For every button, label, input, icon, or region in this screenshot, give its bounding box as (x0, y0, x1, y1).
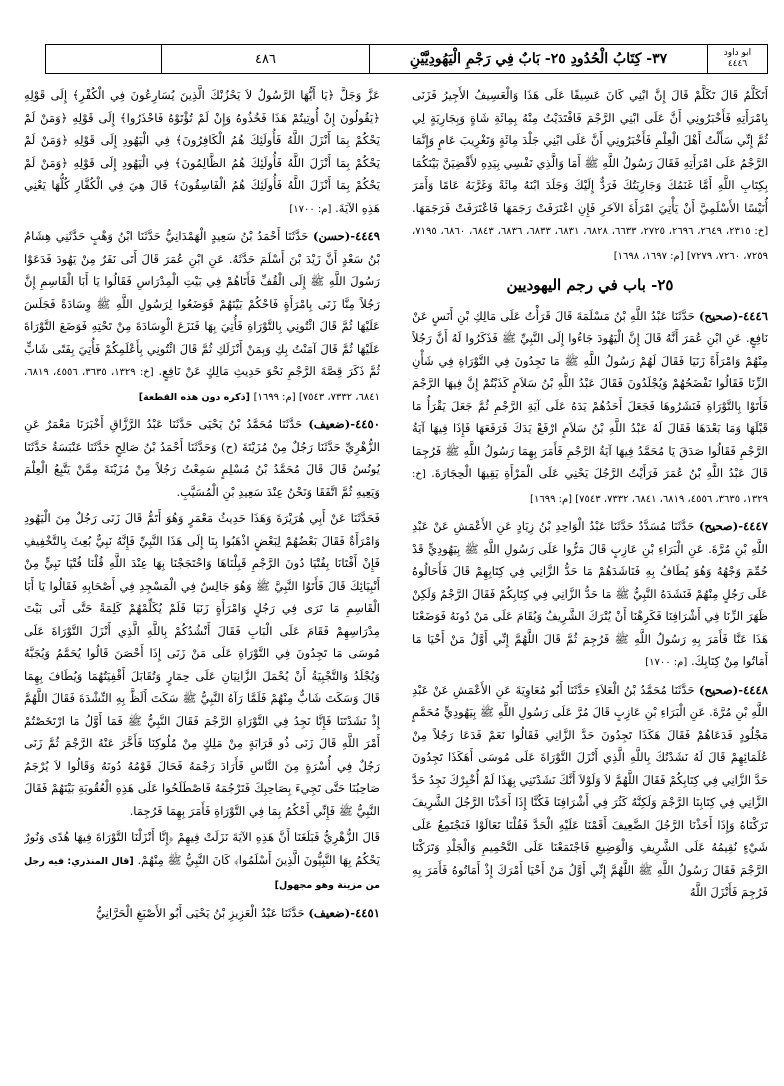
paragraph (412, 84, 768, 268)
book-label (707, 45, 767, 73)
reference: [م: ١٧٠٠] (645, 657, 688, 668)
hadith-number: ٤٤٤٨-(صحيح) (698, 682, 768, 697)
left-column (24, 84, 380, 1074)
paragraph (24, 507, 380, 822)
right-column (412, 84, 768, 1074)
hadith-number: ٤٤٤٩-(حسن) (312, 229, 380, 243)
hadith-4449 (24, 225, 380, 409)
hadith-4450 (24, 413, 380, 503)
hadith-text: حَدَّثَنَا أَحْمَدُ بْنُ سَعِيدٍ الْهَمْدَانِيُّ حَدَّثَنَا ابْنُ وَهْبٍ حَدَّثَنِي هِشَامُ بْنُ سَعْدٍ أَنَّ زَيْدَ بْنَ أَسْلَمَ حَدَّثَهُ. عَنِ ابْنِ عُمَرَ قَالَ أَتَى نَفَرٌ مِنْ يَهُودَ فَدَعَوْا رَسُولَ اللَّهِ ﷺ إِلَى الْقُفِّ فَأَتَاهُمْ فِي بَيْتِ الْمِدْرَاسِ فَقَالُوا يَا أَبَا الْقَاسِمِ إِنَّ رَجُلاً مِنَّا زَنَى بِامْرَأَةٍ فَاحْكُمْ بَيْنَهُمْ فَوَضَعُوا لِرَسُولِ اللَّهِ ﷺ وِسَادَةً فَجَلَسَ عَلَيْهَا ثُمَّ قَالَ ائْتُونِي بِالتَّوْرَاةِ فَأُتِيَ بِهَا فَنَزَعَ الْوِسَادَةَ مِنْ تَحْتِهِ فَوَضَعَ التَّوْرَاةَ عَلَيْهَا ثُمَّ قَالَ آمَنْتُ بِكِ وَبِمَنْ أَنْزَلَكِ ثُمَّ قَالَ ائْتُونِي بِأَعْلَمِكُمْ فَأُتِيَ بِفَتًى شَابٍّ ثُمَّ ذَكَرَ قِصَّةَ الرَّجْمِ نَحْوَ حَدِيثِ مَالِكٍ عَنْ نَافِعٍ. (24, 229, 380, 378)
reference: [خ: ٢٣١٥، ٢٦٤٩، ٢٦٩٦، ٢٧٢٥، ٦٦٣٣، ٦٨٢٨، ٦٨٣١، ٦٨٣٣، ٦٨٣٦، ٦٨٤٣، ٦٨٦٠، ٧١٩٥، ٧٢٥٩، ٧٢٦٠، ٧٢٧٩] [م: ١٦٩٧، ١٦٩٨] (412, 226, 768, 262)
book-hadith-number: ٤٤٤٦ (727, 59, 748, 69)
hadith-text: أَتَكَلَّمُ قَالَ تَكَلَّمْ قَالَ إِنَّ ابْنِي كَانَ عَسِيفًا عَلَى هَذَا وَالْعَسِيفُ الأَجِيرُ فَزَنَى بِامْرَأَتِهِ فَأَخْبَرُونِي أَنَّ عَلَى ابْنِي الرَّجْمَ فَافْتَدَيْتُ مِنْهُ بِمِائَةِ شَاةٍ وَبِجَارِيَةٍ لِي ثُمَّ إِنِّي سَأَلْتُ أَهْلَ الْعِلْمِ فَأَخْبَرُونِي أَنَّ عَلَى ابْنِي جَلْدَ مِائَةٍ وَتَغْرِيبَ عَامٍ وَإِنَّمَا الرَّجْمُ عَلَى امْرَأَتِهِ فَقَالَ رَسُولُ اللَّهِ ﷺ أَمَا وَالَّذِي نَفْسِي بِيَدِهِ لأَقْضِيَنَّ بَيْنَكُمَا بِكِتَابِ اللَّهِ أَمَّا غَنَمُكَ وَجَارِيَتُكَ فَرَدٌّ إِلَيْكَ وَجَلَدَ ابْنَهُ مِائَةً وَغَرَّبَهُ عَامًا وَأَمَرَ أُنَيْسًا الأَسْلَمِيَّ أَنْ يَأْتِيَ امْرَأَةَ الآخَرِ فَإِنِ اعْتَرَفَتْ رَجَمَهَا فَاعْتَرَفَتْ فَرَجَمَهَا. (412, 88, 768, 215)
hadith-number: ٤٤٤٧-(صحيح) (698, 519, 768, 533)
hadith-number: ٤٤٥٠-(ضعيف) (308, 417, 380, 431)
reference: [م: ١٧٠٠] (289, 203, 332, 215)
hadith-text: عَزَّ وَجَلَّ ﴿يَا أَيُّهَا الرَّسُولُ لاَ يَحْزُنْكَ الَّذِينَ يُسَارِعُونَ فِي الْكُفْرِ﴾ إِلَى قَوْلِهِ ﴿يَقُولُونَ إِنْ أُوتِيتُمْ هَذَا فَخُذُوهُ وَإِنْ لَمْ تُؤْتَوْهُ فَاحْذَرُوا﴾ إِلَى قَوْلِهِ ﴿وَمَنْ لَمْ يَحْكُمْ بِمَا أَنْزَلَ اللَّهُ فَأُولَئِكَ هُمُ الْكَافِرُونَ﴾ فِي الْيَهُودِ إِلَى قَوْلِهِ ﴿وَمَنْ لَمْ يَحْكُمْ بِمَا أَنْزَلَ اللَّهُ فَأُولَئِكَ هُمُ الظَّالِمُونَ﴾ فِي الْيَهُودِ إِلَى قَوْلِهِ ﴿وَمَنْ لَمْ يَحْكُمْ بِمَا أَنْزَلَ اللَّهُ فَأُولَئِكَ هُمُ الْفَاسِقُونَ﴾ قَالَ هِيَ فِي الْكُفَّارِ كُلُّهَا يَعْنِي هَذِهِ الآيَةَ. (24, 88, 380, 215)
hadith-4447 (412, 515, 768, 675)
hadith-number: ٤٤٥١-(ضعيف) (308, 905, 380, 920)
footnote: [قال المنذري: فيه رجل من مزينة وهو مجهول] (24, 855, 380, 891)
paragraph (24, 826, 380, 898)
page-number: ٤٨٦ (161, 45, 369, 73)
hadith-4451 (24, 902, 380, 925)
reference: [خ: ١٣٢٩، ٣٦٣٥، ٤٥٥٦، ٦٨١٩، ٦٨٤١، ٧٣٣٢، ٧٥٤٣] [م: ١٦٩٩] (412, 469, 768, 505)
footnote: [ذكره دون هذه القطعة] (138, 391, 250, 403)
hadith-text: حَدَّثَنَا عَبْدُ الْعَزِيزِ بْنُ يَحْيَى أَبُو الأَصْبَغِ الْحَرَّانِيُّ (96, 905, 305, 920)
hadith-text: حَدَّثَنَا مُسَدَّدٌ حَدَّثَنَا عَبْدُ الْوَاحِدِ بْنُ زِيَادٍ عَنِ الأَعْمَشِ عَنْ عَبْدِ اللَّهِ بْنِ مُرَّةَ. عَنِ الْبَرَاءِ بْنِ عَازِبٍ قَالَ مَرُّوا عَلَى رَسُولِ اللَّهِ ﷺ بِيَهُودِيٍّ قَدْ حُمِّمَ وَجْهُهُ وَهُوَ يُطَافُ بِهِ فَنَاشَدَهُمْ مَا حَدُّ الزَّانِي فِي كِتَابِهِمْ قَالَ فَأَحَالُوهُ عَلَى رَجُلٍ مِنْهُمْ فَنَشَدَهُ النَّبِيُّ ﷺ مَا حَدُّ الزَّانِي فِي كِتَابِكُمْ فَقَالَ الرَّجْمُ وَلَكِنْ ظَهَرَ الزِّنَا فِي أَشْرَافِنَا فَكَرِهْنَا أَنْ يُتْرَكَ الشَّرِيفُ وَيُقَامَ عَلَى مَنْ دُونَهُ فَوَضَعْنَا هَذَا عَنَّا فَأَمَرَ بِهِ رَسُولُ اللَّهِ ﷺ فَرُجِمَ ثُمَّ قَالَ اللَّهُمَّ إِنِّي أَوَّلُ مَنْ أَحْيَا مَا أَمَاتُوا مِنْ كِتَابِكَ. (412, 519, 768, 668)
hadith-text: حَدَّثَنَا مُحَمَّدُ بْنُ الْعَلاَءِ حَدَّثَنَا أَبُو مُعَاوِيَةَ عَنِ الأَعْمَشِ عَنْ عَبْدِ اللَّهِ بْنِ مُرَّةَ. عَنِ الْبَرَاءِ بْنِ عَازِبٍ قَالَ مُرَّ عَلَى رَسُولِ اللَّهِ ﷺ بِيَهُودِيٍّ مُحَمَّمٍ مَجْلُودٍ فَدَعَاهُمْ فَقَالَ هَكَذَا تَجِدُونَ حَدَّ الزَّانِي فَقَالُوا نَعَمْ فَدَعَا رَجُلاً مِنْ عُلَمَائِهِمْ قَالَ لَهُ نَشَدْتُكَ بِاللَّهِ الَّذِي أَنْزَلَ التَّوْرَاةَ عَلَى مُوسَى أَهَكَذَا تَجِدُونَ حَدَّ الزَّانِي فِي كِتَابِكُمْ فَقَالَ اللَّهُمَّ لاَ وَلَوْلاَ أَنَّكَ نَشَدْتَنِي بِهَذَا لَمْ أُخْبِرْكَ نَجِدُ حَدَّ الزَّانِي فِي كِتَابِنَا الرَّجْمَ وَلَكِنَّهُ كَثُرَ فِي أَشْرَافِنَا فَكُنَّا إِذَا أَخَذْنَا الرَّجُلَ الشَّرِيفَ تَرَكْنَاهُ وَإِذَا أَخَذْنَا الرَّجُلَ الضَّعِيفَ أَقَمْنَا عَلَيْهِ الْحَدَّ فَقُلْنَا تَعَالَوْا فَنَجْتَمِعُ عَلَى شَيْءٍ نُقِيمُهُ عَلَى الشَّرِيفِ وَالْوَضِيعِ فَاجْتَمَعْنَا عَلَى التَّحْمِيمِ وَالْجَلْدِ وَتَرَكْنَا الرَّجْمَ فَقَالَ رَسُولُ اللَّهِ ﷺ اللَّهُمَّ إِنِّي أَوَّلُ مَنْ أَحْيَا أَمْرَكَ إِذْ أَمَاتُوهُ فَأَمَرَ بِهِ فَرُجِمَ فَأَنْزَلَ اللَّهُ (412, 682, 768, 899)
header-blank-cell (44, 45, 161, 73)
hadith-text: قَالَ الزُّهْرِيُّ فَبَلَغَنَا أَنَّ هَذِهِ الآيَةَ نَزَلَتْ فِيهِمْ ﴿إِنَّا أَنْزَلْنَا التَّوْرَاةَ فِيهَا هُدًى وَنُورٌ يَحْكُمُ بِهَا النَّبِيُّونَ الَّذِينَ أَسْلَمُوا﴾ كَانَ النَّبِيُّ ﷺ مِنْهُمْ. (24, 830, 380, 867)
paragraph (24, 84, 380, 221)
book-name: ابو داود (723, 48, 752, 58)
hadith-4446 (412, 305, 768, 512)
hadith-text: حَدَّثَنَا عَبْدُ اللَّهِ بْنُ مَسْلَمَةَ قَالَ قَرَأْتُ عَلَى مَالِكِ بْنِ أَنَسٍ عَنْ نَافِعٍ. عَنِ ابْنِ عُمَرَ أَنَّهُ قَالَ إِنَّ الْيَهُودَ جَاءُوا إِلَى النَّبِيِّ ﷺ فَذَكَرُوا لَهُ أَنَّ رَجُلاً مِنْهُمْ وَامْرَأَةً زَنَيَا فَقَالَ لَهُمْ رَسُولُ اللَّهِ ﷺ مَا تَجِدُونَ فِي التَّوْرَاةِ فِي شَأْنِ الزِّنَا فَقَالُوا نَفْضَحُهُمْ وَيُجْلَدُونَ فَقَالَ عَبْدُ اللَّهِ بْنُ سَلاَمٍ كَذَبْتُمْ إِنَّ فِيهَا الرَّجْمَ فَأَتَوْا بِالتَّوْرَاةِ فَنَشَرُوهَا فَجَعَلَ أَحَدُهُمْ يَدَهُ عَلَى آيَةِ الرَّجْمِ ثُمَّ جَعَلَ يَقْرَأُ مَا قَبْلَهَا وَمَا بَعْدَهَا فَقَالَ لَهُ عَبْدُ اللَّهِ بْنُ سَلاَمٍ ارْفَعْ يَدَكَ فَرَفَعَهَا فَإِذَا فِيهَا آيَةُ الرَّجْمِ فَقَالُوا صَدَقَ يَا مُحَمَّدُ فِيهَا آيَةُ الرَّجْمِ فَأَمَرَ بِهِمَا رَسُولُ اللَّهِ ﷺ فَرُجِمَا قَالَ عَبْدُ اللَّهِ بْنُ عُمَرَ فَرَأَيْتُ الرَّجُلَ يَحْنِي عَلَى الْمَرْأَةِ يَقِيهَا الْحِجَارَةَ. (412, 308, 768, 480)
hadith-text: حَدَّثَنَا مُحَمَّدُ بْنُ يَحْيَى حَدَّثَنَا عَبْدُ الرَّزَّاقِ أَخْبَرَنَا مَعْمَرٌ عَنِ الزُّهْرِيِّ حَدَّثَنَا رَجُلٌ مِنْ مُزَيْنَةَ (ح) وَحَدَّثَنَا أَحْمَدُ بْنُ صَالِحٍ حَدَّثَنَا عَنْبَسَةُ حَدَّثَنَا يُونُسُ قَالَ قَالَ مُحَمَّدُ بْنُ مُسْلِمٍ سَمِعْتُ رَجُلاً مِنْ مُزَيْنَةَ مِمَّنْ يَتَّبِعُ الْعِلْمَ وَيَعِيهِ ثُمَّ اتَّفَقَا وَنَحْنُ عِنْدَ سَعِيدِ بْنِ الْمُسَيَّبِ. (24, 417, 380, 499)
reference: [خ: ١٣٢٩، ٣٦٣٥، ٤٥٥٦، ٦٨١٩، ٦٨٤١، ٧٣٣٢، ٧٥٤٣] [م: ١٦٩٩] (24, 367, 380, 403)
hadith-text: فَحَدَّثَنَا عَنْ أَبِي هُرَيْرَةَ وَهَذَا حَدِيثُ مَعْمَرٍ وَهُوَ أَتَمُّ قَالَ زَنَى رَجُلٌ مِنَ الْيَهُودِ وَامْرَأَةٌ فَقَالَ بَعْضُهُمْ لِبَعْضٍ اذْهَبُوا بِنَا إِلَى هَذَا النَّبِيِّ فَإِنَّهُ نَبِيٌّ بُعِثَ بِالتَّخْفِيفِ فَإِنْ أَفْتَانَا بِفُتْيَا دُونَ الرَّجْمِ قَبِلْنَاهَا وَاحْتَجَجْنَا بِهَا عِنْدَ اللَّهِ قُلْنَا فُتْيَا نَبِيٍّ مِنْ أَنْبِيَائِكَ قَالَ فَأَتَوُا النَّبِيَّ ﷺ وَهُوَ جَالِسٌ فِي الْمَسْجِدِ فِي أَصْحَابِهِ فَقَالُوا يَا أَبَا الْقَاسِمِ مَا تَرَى فِي رَجُلٍ وَامْرَأَةٍ زَنَيَا فَلَمْ يُكَلِّمْهُمْ كَلِمَةً حَتَّى أَتَى بَيْتَ مِدْرَاسِهِمْ فَقَامَ عَلَى الْبَابِ فَقَالَ أَنْشُدُكُمْ بِاللَّهِ الَّذِي أَنْزَلَ التَّوْرَاةَ عَلَى مُوسَى مَا تَجِدُونَ فِي التَّوْرَاةِ عَلَى مَنْ زَنَى إِذَا أَحْصَنَ قَالُوا يُحَمَّمُ وَيُجَبَّهُ وَيُجْلَدُ وَالتَّجْبِيَةُ أَنْ يُحْمَلَ الزَّانِيَانِ عَلَى حِمَارٍ وَتُقَابَلَ أَقْفِيَتُهُمَا وَيُطَافَ بِهِمَا قَالَ وَسَكَتَ شَابٌّ مِنْهُمْ فَلَمَّا رَآهُ النَّبِيُّ ﷺ سَكَتَ أَلَظَّ بِهِ النِّشْدَةَ فَقَالَ اللَّهُمَّ إِذْ نَشَدْتَنَا فَإِنَّا نَجِدُ فِي التَّوْرَاةِ الرَّجْمَ فَقَالَ النَّبِيُّ ﷺ فَمَا أَوَّلُ مَا ارْتَخَصْتُمْ أَمْرَ اللَّهِ قَالَ زَنَى ذُو قَرَابَةٍ مِنْ مَلِكٍ مِنْ مُلُوكِنَا فَأَخَّرَ عَنْهُ الرَّجْمَ ثُمَّ زَنَى رَجُلٌ فِي أُسْرَةٍ مِنَ النَّاسِ فَأَرَادَ رَجْمَهُ فَحَالَ قَوْمُهُ دُونَهُ وَقَالُوا لاَ يُرْجَمُ صَاحِبُنَا حَتَّى تَجِيءَ بِصَاحِبِكَ فَتَرْجُمَهُ فَاصْطَلَحُوا عَلَى هَذِهِ الْعُقُوبَةِ بَيْنَهُمْ فَقَالَ النَّبِيُّ ﷺ فَإِنِّي أَحْكُمُ بِمَا فِي التَّوْرَاةِ فَأَمَرَ بِهِمَا فَرُجِمَا. (24, 511, 380, 818)
chapter-heading: ٢٥- باب في رجم اليهوديين (506, 276, 674, 294)
page-header (45, 44, 768, 74)
hadith-number: ٤٤٤٦-(صحيح) (698, 308, 768, 323)
hadith-4448 (412, 679, 768, 904)
chapter-title: ٣٧- كِتَابُ الْحُدُودِ ٢٥- بَابٌ فِي رَجْمِ الْيَهُودِيَّيْنِ (369, 45, 707, 73)
